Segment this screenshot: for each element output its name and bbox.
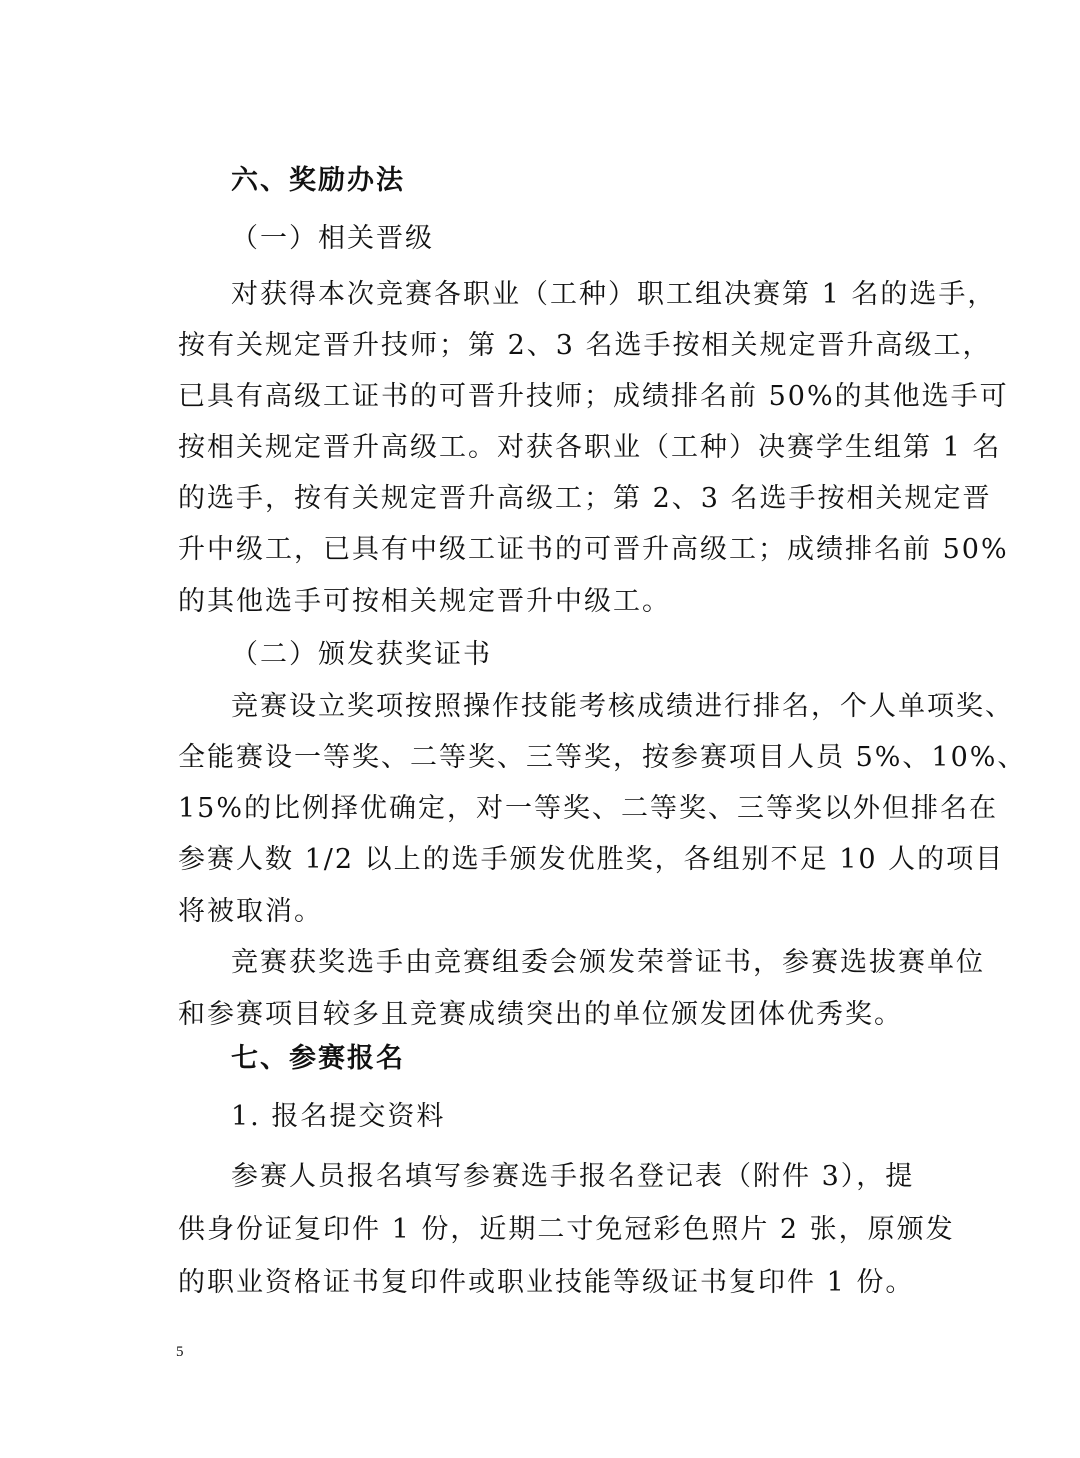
paragraph-line: 对获得本次竞赛各职业（工种）职工组决赛第 1 名的选手， [231,279,997,310]
paragraph-line: 竞赛获奖选手由竞赛组委会颁发荣誉证书，参赛选拔赛单位 [231,947,985,978]
paragraph-line: 的其他选手可按相关规定晋升中级工。 [178,586,671,617]
section-heading-6: 六、奖励办法 [231,165,405,196]
section-heading-7: 七、参赛报名 [231,1043,405,1074]
paragraph-line: 供身份证复印件 1 份，近期二寸免冠彩色照片 2 张，原颁发 [178,1214,955,1245]
paragraph-line: 按相关规定晋升高级工。对获各职业（工种）决赛学生组第 1 名 [178,432,1002,463]
paragraph-line: 的职业资格证书复印件或职业技能等级证书复印件 1 份。 [178,1267,915,1298]
paragraph-line: 15%的比例择优确定，对一等奖、二等奖、三等奖以外但排名在 [178,793,999,824]
paragraph-line: 竞赛设立奖项按照操作技能考核成绩进行排名，个人单项奖、 [231,691,1014,722]
page-number: 5 [176,1344,184,1360]
subsection-heading-2: （二）颁发获奖证书 [231,639,492,670]
item-heading-1: 1. 报名提交资料 [231,1101,446,1132]
paragraph-line: 参赛人员报名填写参赛选手报名登记表（附件 3），提 [231,1161,915,1192]
paragraph-line: 参赛人数 1/2 以上的选手颁发优胜奖，各组别不足 10 人的项目 [178,844,1005,875]
paragraph-line: 升中级工，已具有中级工证书的可晋升高级工；成绩排名前 50% [178,534,1009,565]
paragraph-line: 和参赛项目较多且竞赛成绩突出的单位颁发团体优秀奖。 [178,999,903,1030]
paragraph-line: 已具有高级工证书的可晋升技师；成绩排名前 50%的其他选手可 [178,381,1009,412]
paragraph-line: 按有关规定晋升技师；第 2、3 名选手按相关规定晋升高级工， [178,330,992,361]
paragraph-line: 将被取消。 [178,896,323,927]
paragraph-line: 全能赛设一等奖、二等奖、三等奖，按参赛项目人员 5%、10%、 [178,742,1027,773]
subsection-heading-1: （一）相关晋级 [231,223,434,254]
paragraph-line: 的选手，按有关规定晋升高级工；第 2、3 名选手按相关规定晋 [178,483,992,514]
